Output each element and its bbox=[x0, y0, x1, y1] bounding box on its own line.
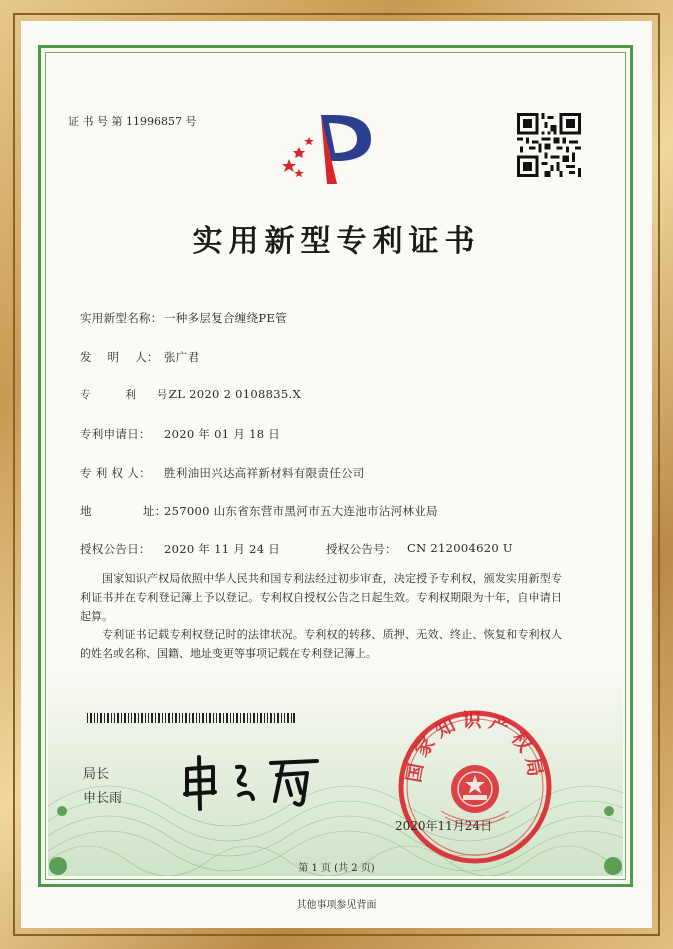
field-label-address: 地 址： bbox=[80, 504, 167, 518]
barcode bbox=[87, 713, 295, 723]
field-label-utility-model-name: 实用新型名称： bbox=[80, 311, 163, 325]
certificate-paper bbox=[21, 21, 652, 928]
grant-date-label: 授权公告日： bbox=[80, 542, 151, 556]
field-label-filing-date: 专利申请日： bbox=[80, 427, 151, 441]
grant-number-value: CN 212004620 U bbox=[407, 541, 513, 555]
seal-date: 2020年11月24日 bbox=[395, 819, 493, 833]
field-value-patentee: 胜利油田兴达高祥新材料有限责任公司 bbox=[164, 466, 365, 480]
qr-code bbox=[517, 113, 581, 177]
grant-date-value: 2020 年 11 月 24 日 bbox=[164, 542, 281, 556]
statement-paragraph-1: 国家知识产权局依照中华人民共和国专利法经过初步审查，决定授予专利权，颁发实用新型专利证书并在专利登记簿上予以登记。专利权自授权公告之日起生效。专利权期限为十年，自申请日起算。 bbox=[80, 572, 562, 623]
field-label-patentee: 专 利 权 人： bbox=[80, 466, 151, 480]
director-name: 申长雨 bbox=[83, 791, 123, 806]
certificate-title: 实用新型专利证书 bbox=[192, 224, 481, 259]
director-title: 局长 bbox=[83, 767, 110, 782]
svg-text:国家知识产权局: 国家知识产权局 bbox=[402, 709, 548, 785]
patent-office-logo bbox=[279, 109, 379, 184]
statement-paragraph-2: 专利证书记载专利权登记时的法律状况。专利权的转移、质押、无效、终止、恢复和专利权人的姓名或名称、国籍、地址变更等事项记载在专利登记簿上。 bbox=[80, 628, 562, 660]
footer-note: 其他事项参见背面 bbox=[296, 900, 377, 911]
grant-number-label: 授权公告号： bbox=[326, 542, 397, 556]
director-signature bbox=[179, 751, 329, 813]
field-value-address: 257000 山东省东营市黑河市五大连池市沾河林业局 bbox=[164, 504, 438, 518]
field-value-utility-model-name: 一种多层复合缠绕PE管 bbox=[164, 311, 287, 325]
certificate-number: 证 书 号 第 11996857 号 bbox=[68, 115, 197, 128]
field-value-patent-number: ZL 2020 2 0108835.X bbox=[169, 387, 301, 401]
field-label-patent-number: 专 利 号： bbox=[80, 389, 178, 401]
field-value-inventor: 张广君 bbox=[164, 350, 200, 364]
field-label-inventor: 发 明 人： bbox=[80, 350, 159, 364]
page-indicator: 第 1 页 (共 2 页) bbox=[298, 863, 375, 874]
field-value-filing-date: 2020 年 01 月 18 日 bbox=[164, 427, 281, 441]
official-seal bbox=[395, 707, 555, 867]
